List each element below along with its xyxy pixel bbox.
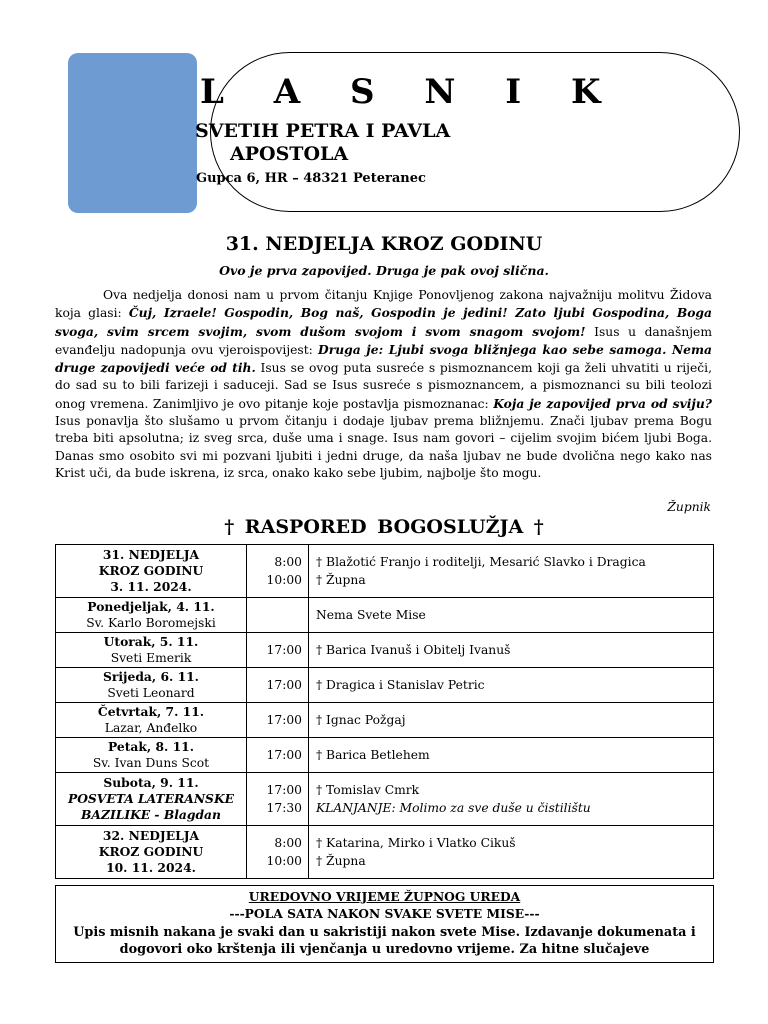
- mass-time: 8:00: [274, 555, 302, 569]
- masthead-subtitle-line2: APOSTOLA: [230, 143, 349, 165]
- parish-logo-block: [68, 53, 197, 213]
- mass-intention: † Katarina, Mirko i Vlatko Cikuš: [316, 836, 516, 850]
- mass-intention: † Dragica i Stanislav Petric: [316, 678, 485, 692]
- day-date: 3. 11. 2024.: [110, 579, 192, 594]
- mass-intention: † Blažotić Franjo i roditelji, Mesarić Slavko i Dragica: [316, 555, 646, 569]
- table-row: [56, 668, 714, 703]
- mass-time: 17:00: [266, 748, 302, 762]
- table-row: [56, 633, 714, 668]
- article-title: 31. NEDJELJA KROZ GODINU: [225, 233, 543, 255]
- masthead-title: L A S N I K: [200, 72, 620, 112]
- schedule-title: † RASPORED BOGOSLUŽJA †: [224, 516, 544, 538]
- article-body: [55, 287, 712, 482]
- mass-intention: † Barica Betlehem: [316, 748, 430, 762]
- feast-name: POSVETA LATERANSKE: [67, 791, 235, 806]
- article-quote-2: Druga je: Ljubi svoga bližnjega kao sebe samoga. Nema druge zapovijedi veće od tih.: [55, 341, 712, 376]
- mass-intention: † Tomislav Cmrk: [316, 783, 420, 797]
- article-text-1: Ova nedjelja donosi nam u prvom čitanju Knjige Ponovljenog zakona najvažniju molitvu Židova koja glasi:: [55, 288, 712, 321]
- office-hours-box: [55, 885, 714, 963]
- article-text-2: Isus u današnjem evanđelju nadopunja ovu vjeroispovijest:: [55, 324, 712, 357]
- table-row: [56, 703, 714, 738]
- mass-time: 17:00: [266, 713, 302, 727]
- day-name: Petak, 8. 11.: [108, 739, 194, 754]
- feast-name: BAZILIKE - Blagdan: [81, 807, 221, 822]
- mass-intention: Nema Svete Mise: [316, 608, 426, 622]
- office-hours-heading: UREDOVNO VRIJEME ŽUPNOG UREDA: [248, 889, 521, 904]
- table-row: [56, 738, 714, 773]
- day-name: KROZ GODINU: [98, 844, 204, 859]
- mass-time: 10:00: [266, 573, 302, 587]
- saint-name: Sv. Ivan Duns Scot: [92, 756, 210, 770]
- table-row: [56, 826, 714, 879]
- day-name: Subota, 9. 11.: [103, 775, 199, 790]
- table-row: [56, 545, 714, 598]
- day-name: KROZ GODINU: [98, 563, 204, 578]
- article-signature: Župnik: [667, 500, 711, 514]
- article-text-4: Isus ponavlja što slušamo u prvom čitanju i dodaje ljubav prema bližnjemu. Znači ljubav prema Bogu treba biti apsolutna; iz sveg srca, duše uma i snage. Isus nam govori – cijelim svojim bićem ljubi Boga. Danas smo osobito svi mi pozvani ljubiti i jedni druge, da naša ljubav ne bude dvolična nego kako nas Krist uči, da bude iskrena, iz srca, onako kako sebe ljubim, najbolje što mogu.: [55, 414, 712, 480]
- mass-intention: † Župna: [316, 854, 366, 868]
- day-name: Četvrtak, 7. 11.: [97, 704, 205, 719]
- mass-intention: † Ignac Požgaj: [316, 713, 406, 727]
- mass-time: 10:00: [266, 854, 302, 868]
- table-row: [56, 598, 714, 633]
- mass-intention: † Župna: [316, 573, 366, 587]
- adoration-note: KLANJANJE: Molimo za sve duše u čistilištu: [316, 801, 591, 815]
- article-quote-3: Koja je zapovijed prva od sviju?: [493, 395, 713, 411]
- office-hours-time: ---POLA SATA NAKON SVAKE SVETE MISE---: [229, 906, 540, 921]
- office-hours-note: Upis misnih nakana je svaki dan u sakristiji nakon svete Mise. Izdavanje dokumenata i dogovori oko krštenja ili vjenčanja u uredovno vrijeme. Za hitne slučajeve: [73, 925, 696, 957]
- mass-schedule-table: [55, 544, 714, 879]
- day-name: Srijeda, 6. 11.: [103, 669, 199, 684]
- day-date: 10. 11. 2024.: [106, 860, 196, 875]
- masthead-address: Gupca 6, HR – 48321 Peteranec: [196, 171, 426, 186]
- saint-name: Sveti Emerik: [110, 651, 192, 665]
- table-row: [56, 773, 714, 826]
- mass-time: 17:00: [266, 783, 302, 797]
- article-text-3: Isus se ovog puta susreće s pismoznancem koji ga želi uhvatiti u riječi, do sad su to bili farizeji i saduceji. Sad se Isus susreće s pismoznancem, a pismoznanci su bili teolozi onog vremena. Zanimljivo je ovo pitanje koje postavlja pismoznanac:: [55, 361, 713, 411]
- mass-intention: † Barica Ivanuš i Obitelj Ivanuš: [316, 643, 511, 657]
- saint-name: Lazar, Anđelko: [104, 721, 198, 735]
- adoration-time: 17:30: [266, 801, 302, 815]
- mass-time: 17:00: [266, 678, 302, 692]
- day-name: Ponedjeljak, 4. 11.: [87, 599, 215, 614]
- masthead-subtitle-line1: SVETIH PETRA I PAVLA: [195, 120, 451, 142]
- mass-time: 17:00: [266, 643, 302, 657]
- article-subtitle: Ovo je prva zapovijed. Druga je pak ovoj slična.: [219, 263, 549, 278]
- saint-name: Sveti Leonard: [107, 686, 195, 700]
- article-quote-1: Čuj, Izraele! Gospodin, Bog naš, Gospodin je jedini! Zato ljubi Gospodina, Boga svoga, svim srcem svojim, svom dušom svojom i svom snagom svojom!: [55, 305, 712, 339]
- day-name: Utorak, 5. 11.: [103, 634, 199, 649]
- day-name: 31. NEDJELJA: [102, 547, 200, 562]
- saint-name: Sv. Karlo Boromejski: [86, 616, 216, 630]
- day-name: 32. NEDJELJA: [102, 828, 200, 843]
- mass-time: 8:00: [274, 836, 302, 850]
